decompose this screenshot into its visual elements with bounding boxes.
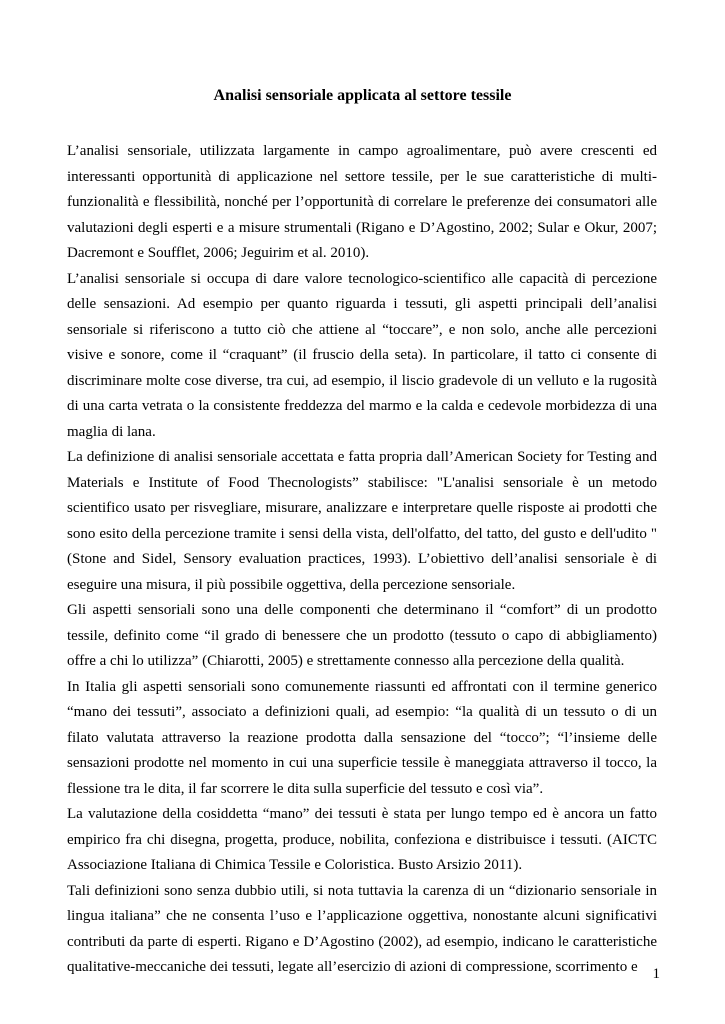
paragraph-sensory-dictionary: Tali definizioni sono senza dubbio utili, si nota tuttavia la carenza di un “dizionario sensoriale in lingua italiana” che ne consenta l’uso e l’applicazione oggettiva, nonostante alcuni significativi contributi da parte di esperti. Rigano e D’Agostino (2002), ad esempio, indicano le caratteristiche qualitative-meccaniche dei tessuti, legate all’esercizio di azioni di compressione, scorrimento e: [67, 882, 657, 975]
paragraph-comfort: Gli aspetti sensoriali sono una delle componenti che determinano il “comfort” di un prodotto tessile, definito come “il grado di benessere che un prodotto (tessuto o capo di abbigliamento) offre a chi lo utilizza” (Chiarotti, 2005) e strettamente connesso alla percezione della qualità.: [67, 602, 657, 669]
paragraph-sensory-perception: L’analisi sensoriale si occupa di dare valore tecnologico-scientifico alle capacità di percezione delle sensazioni. Ad esempio per quanto riguarda i tessuti, gli aspetti principali dell’analisi sensoriale si riferiscono a tutto ciò che attiene al “toccare”, e non solo, anche alle percezioni visive e sonore, come il “craquant” (il fruscio della seta). In particolare, il tatto ci consente di discriminare molte cose diverse, tra cui, ad esempio, il liscio gradevole di un velluto e la rugosità di una carta vetrata o la consistente freddezza del marmo e la calda e cedevole morbidezza di una maglia di lana.: [67, 270, 657, 440]
paragraph-evaluation: La valutazione della cosiddetta “mano” dei tessuti è stata per lungo tempo ed è ancora un fatto empirico fra chi disegna, progetta, produce, nobilita, confeziona e distribuisce i tessuti. (AICTC Associazione Italiana di Chimica Tessile e Coloristica. Busto Arsizio 2011).: [67, 806, 657, 873]
paragraph-definition: La definizione di analisi sensoriale accettata e fatta propria dall’American Society for Testing and Materials e Institute of Food Thecnologists” stabilisce: "L'analisi sensoriale è un metodo scientifico usato per risvegliare, misurare, analizzare e interpretare quelle risposte ai prodotti che sono esito della percezione tramite i sensi della vista, dell'olfatto, del tatto, del gusto e dell'udito " (Stone and Sidel, Sensory evaluation practices, 1993). L’obiettivo dell’analisi sensoriale è di eseguire una misura, il più possibile oggettiva, della percezione sensoriale.: [67, 449, 657, 593]
document-body: [67, 139, 657, 981]
paragraph-introduction: L’analisi sensoriale, utilizzata largamente in campo agroalimentare, può avere crescenti ed interessanti opportunità di applicazione nel settore tessile, per le sue caratteristiche di multi-funzionalità e flessibilità, nonché per l’opportunità di correlare le preferenze dei consumatori alle valutazioni degli esperti e a misure strumentali (Rigano e D’Agostino, 2002; Sular e Okur, 2007; Dacremont e Soufflet, 2006; Jeguirim et al. 2010).: [67, 143, 657, 261]
page-number: 1: [652, 966, 660, 982]
document-title: Analisi sensoriale applicata al settore tessile: [213, 87, 512, 104]
paragraph-hand-of-fabrics: In Italia gli aspetti sensoriali sono comunemente riassunti ed affrontati con il termine generico “mano dei tessuti”, associato a definizioni quali, ad esempio: “la qualità di un tessuto o di un filato valutata attraverso la reazione prodotta dalla sensazione del “tocco”; “l’insieme delle sensazioni prodotte nel momento in cui una superficie tessile è maneggiata attraverso il tocco, la flessione tra le dita, il far scorrere le dita sulla superficie del tessuto e così via”.: [67, 678, 657, 797]
